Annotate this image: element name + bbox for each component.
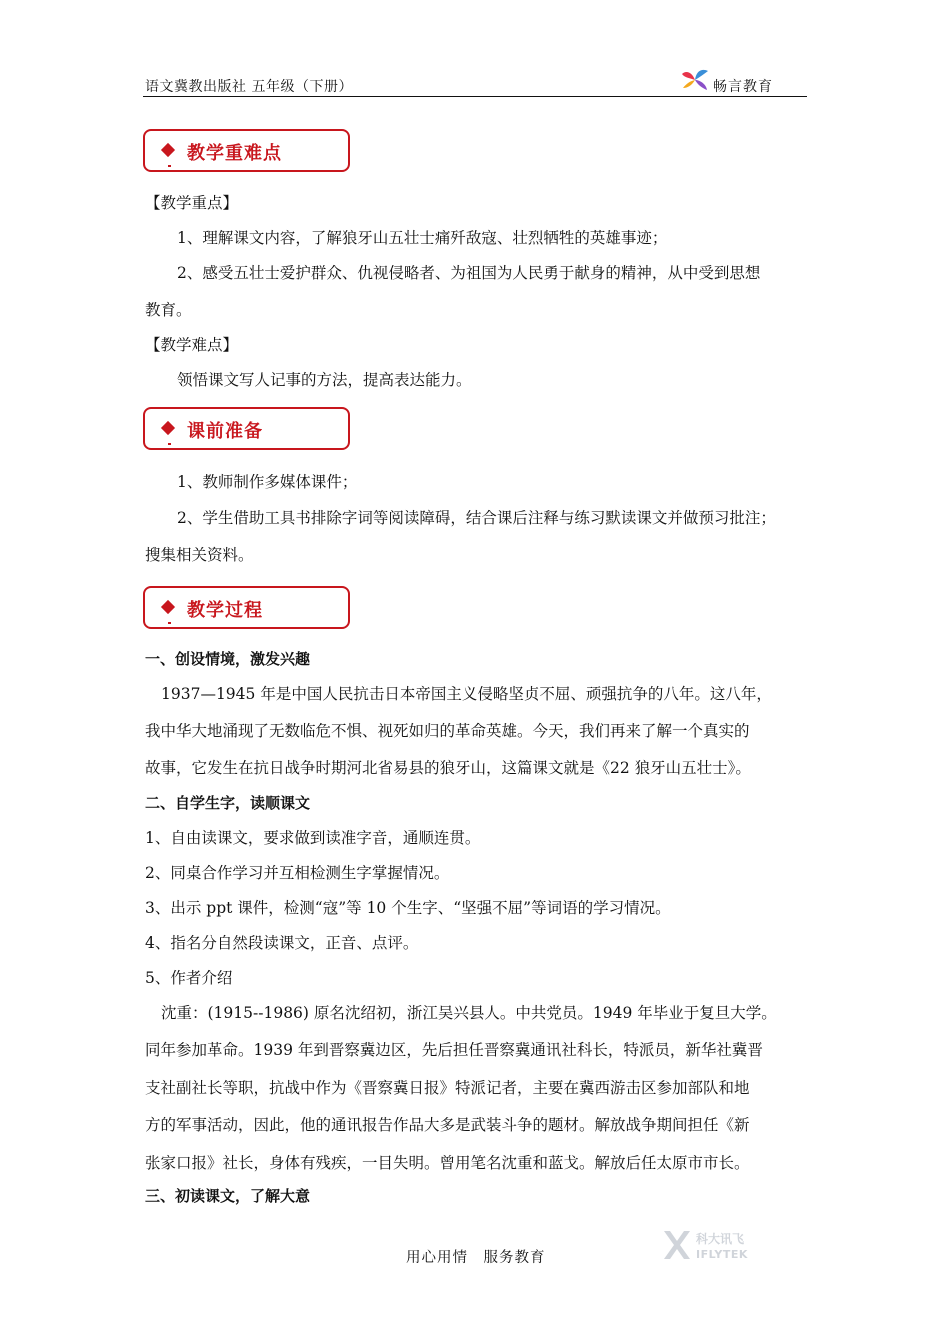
section-title: 教学过程 xyxy=(187,600,263,621)
section-title: 课前准备 xyxy=(187,421,263,442)
list-item: 1、自由读课文，要求做到读准字音，通顺连贯。 xyxy=(145,829,481,847)
paragraph-line: 2、学生借助工具书排除字词等阅读障碍，结合课后注释与练习默读课文并做预习批注； xyxy=(177,509,776,527)
paragraph-line: 故事，它发生在抗日战争时期河北省易县的狼牙山，这篇课文就是《22 狼牙山五壮士》。 xyxy=(145,759,751,777)
step-heading: 三、初读课文，了解大意 xyxy=(145,1187,311,1205)
svg-text:IFLYTEK: IFLYTEK xyxy=(696,1248,748,1261)
paragraph-line: 2、感受五壮士爱护群众、仇视侵略者、为祖国为人民勇于献身的精神，从中受到思想 xyxy=(177,264,761,282)
paragraph-line: 领悟课文写人记事的方法，提高表达能力。 xyxy=(177,371,472,389)
subheading-difficult: 【教学难点】 xyxy=(145,336,239,354)
paragraph-line: 搜集相关资料。 xyxy=(145,546,254,564)
subheading-key: 【教学重点】 xyxy=(145,194,239,212)
paragraph-line: 方的军事活动，因此，他的通讯报告作品大多是武装斗争的题材。解放战争期间担任《新 xyxy=(145,1116,750,1134)
iflytek-watermark-logo xyxy=(660,1227,772,1263)
paragraph-line: 教育。 xyxy=(145,301,192,319)
list-item: 4、指名分自然段读课文，正音、点评。 xyxy=(145,934,419,952)
list-item: 3、出示 ppt 课件，检测“寇”等 10 个生字、“坚强不屈”等词语的学习情况。 xyxy=(145,899,671,917)
paragraph-line: 1937—1945 年是中国人民抗击日本帝国主义侵略坚贞不屈、顽强抗争的八年。这八年， xyxy=(161,685,772,703)
step-heading: 二、自学生字，读顺课文 xyxy=(145,794,311,812)
svg-text:科大讯飞: 科大讯飞 xyxy=(696,1232,745,1246)
section-title: 教学重难点 xyxy=(187,143,282,164)
diamond-bullet-icon xyxy=(161,600,175,614)
paragraph-line: 1、教师制作多媒体课件； xyxy=(177,473,358,491)
diamond-bullet-icon xyxy=(161,421,175,435)
changyan-logo-icon xyxy=(680,66,710,94)
list-item: 5、作者介绍 xyxy=(145,969,233,987)
paragraph-line: 沈重：(1915--1986) 原名沈绍初，浙江吴兴县人。中共党员。1949 年毕业于复旦大学。 xyxy=(161,1004,777,1022)
header-brand: 畅言教育 xyxy=(713,79,773,95)
section-heading-key-points xyxy=(143,129,350,172)
section-heading-preparation xyxy=(143,407,350,450)
paragraph-line: 1、理解课文内容，了解狼牙山五壮士痛歼敌寇、壮烈牺牲的英雄事迹； xyxy=(177,229,668,247)
step-heading: 一、创设情境，激发兴趣 xyxy=(145,650,311,668)
list-item: 2、同桌合作学习并互相检测生字掌握情况。 xyxy=(145,864,450,882)
section-heading-process xyxy=(143,586,350,629)
diamond-bullet-icon xyxy=(161,143,175,157)
paragraph-line: 同年参加革命。1939 年到晋察冀边区，先后担任晋察冀通讯社科长，特派员，新华社冀晋 xyxy=(145,1041,763,1059)
header-divider xyxy=(143,96,807,97)
footer-slogan: 用心用情 服务教育 xyxy=(406,1250,546,1266)
header-publisher: 语文冀教出版社 五年级（下册） xyxy=(145,79,353,95)
paragraph-line: 张家口报》社长，身体有残疾，一目失明。曾用笔名沈重和蓝戈。解放后任太原市市长。 xyxy=(145,1154,750,1172)
paragraph-line: 支社副社长等职，抗战中作为《晋察冀日报》特派记者，主要在冀西游击区参加部队和地 xyxy=(145,1079,750,1097)
paragraph-line: 我中华大地涌现了无数临危不惧、视死如归的革命英雄。今天，我们再来了解一个真实的 xyxy=(145,722,750,740)
